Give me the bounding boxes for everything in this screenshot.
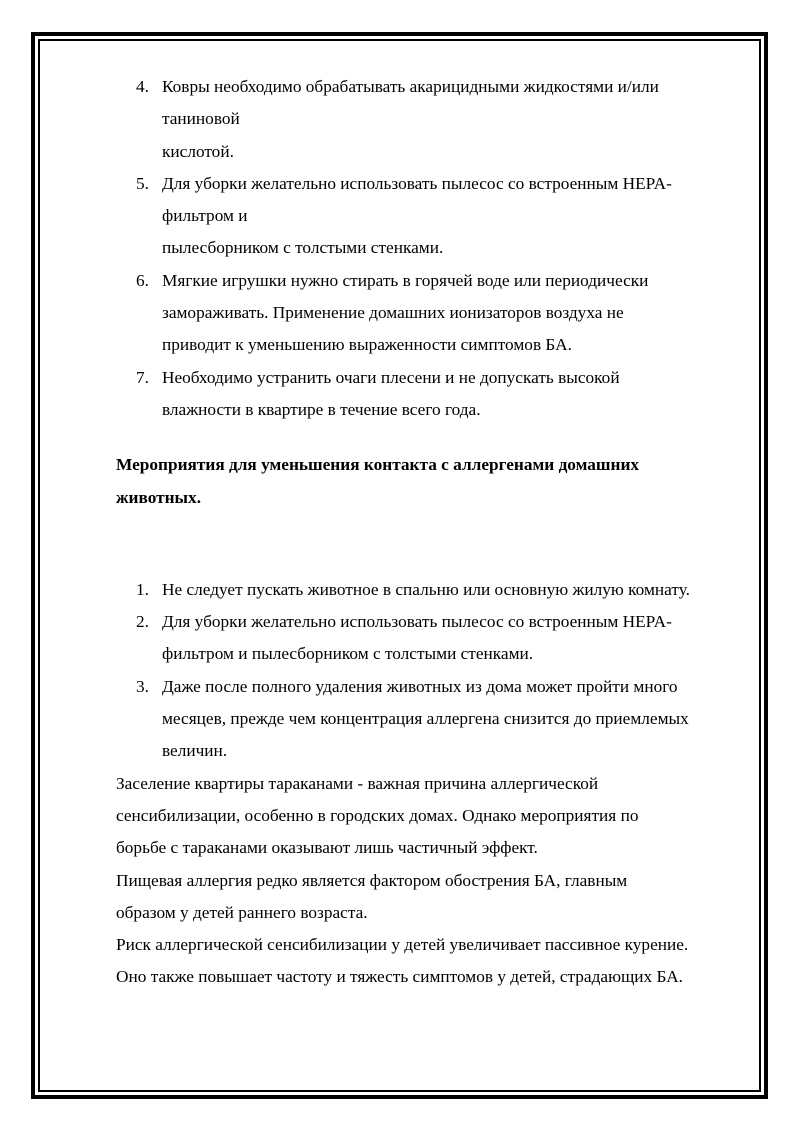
section-heading-line: Мероприятия для уменьшения контакта с аллергенами домашних: [116, 455, 640, 475]
list-number: 3.: [136, 676, 149, 696]
dust-mite-measures-list: [116, 71, 746, 426]
list-number: 4.: [136, 77, 149, 96]
list-item-text: таниновой: [162, 109, 240, 129]
list-item-text: фильтром и пылесборником с толстыми стенками.: [162, 644, 534, 664]
list-item: [116, 671, 746, 768]
list-item-text: Для уборки желательно использовать пылесос со встроенным HEPA-: [162, 173, 672, 193]
list-item-text: Мягкие игрушки нужно стирать в горячей воде или периодически: [162, 270, 649, 290]
list-item: [116, 606, 746, 671]
list-number: 5.: [136, 173, 149, 193]
list-item-text: величин.: [162, 741, 228, 761]
paragraph-line: Риск аллергической сенсибилизации у детей увеличивает пассивное курение.: [116, 935, 689, 955]
list-number: 6.: [136, 270, 149, 290]
paragraph-line: Пищевая аллергия редко является фактором обострения БА, главным: [116, 870, 628, 890]
list-number: 1.: [136, 579, 149, 599]
document-body: [116, 71, 746, 994]
paragraph-line: сенсибилизации, особенно в городских домах. Однако мероприятия по: [116, 805, 639, 825]
list-item-text: фильтром и: [162, 206, 248, 226]
paragraph-line: борьбе с тараканами оказывают лишь частичный эффект.: [116, 838, 538, 858]
pet-allergen-measures-list: [116, 574, 746, 768]
list-item-text: Ковры необходимо обрабатывать акарицидными жидкостями и/или: [162, 77, 659, 96]
paragraph-line: Оно также повышает частоту и тяжесть симптомов у детей, страдающих БА.: [116, 967, 683, 987]
list-item-text: месяцев, прежде чем концентрация аллергена снизится до приемлемых: [162, 709, 689, 729]
list-item-text: Для уборки желательно использовать пылесос со встроенным HEPA-: [162, 612, 672, 632]
list-item-text: Не следует пускать животное в спальню или основную жилую комнату.: [162, 579, 690, 599]
paragraph-line: Заселение квартиры тараканами - важная причина аллергической: [116, 773, 599, 793]
list-number: 2.: [136, 612, 149, 632]
paragraph-line: образом у детей раннего возраста.: [116, 902, 368, 922]
list-item: [116, 574, 746, 606]
body-paragraphs: [116, 768, 746, 994]
list-item-text: Даже после полного удаления животных из дома может пройти много: [162, 676, 678, 696]
list-number: 7.: [136, 367, 149, 387]
list-item-text: кислотой.: [162, 141, 234, 161]
section-heading: [116, 449, 746, 514]
list-item-text: Необходимо устранить очаги плесени и не допускать высокой: [162, 367, 620, 387]
list-item-text: влажности в квартире в течение всего года.: [162, 399, 481, 419]
list-item-text: пылесборником с толстыми стенками.: [162, 238, 444, 258]
section-heading-line: животных.: [116, 487, 202, 507]
list-item-text: замораживать. Применение домашних ионизаторов воздуха не: [162, 303, 624, 323]
list-item-text: приводит к уменьшению выраженности симптомов БА.: [162, 335, 572, 355]
list-item: [116, 71, 746, 168]
list-item: [116, 265, 746, 362]
list-item: [116, 362, 746, 427]
list-item: [116, 168, 746, 265]
